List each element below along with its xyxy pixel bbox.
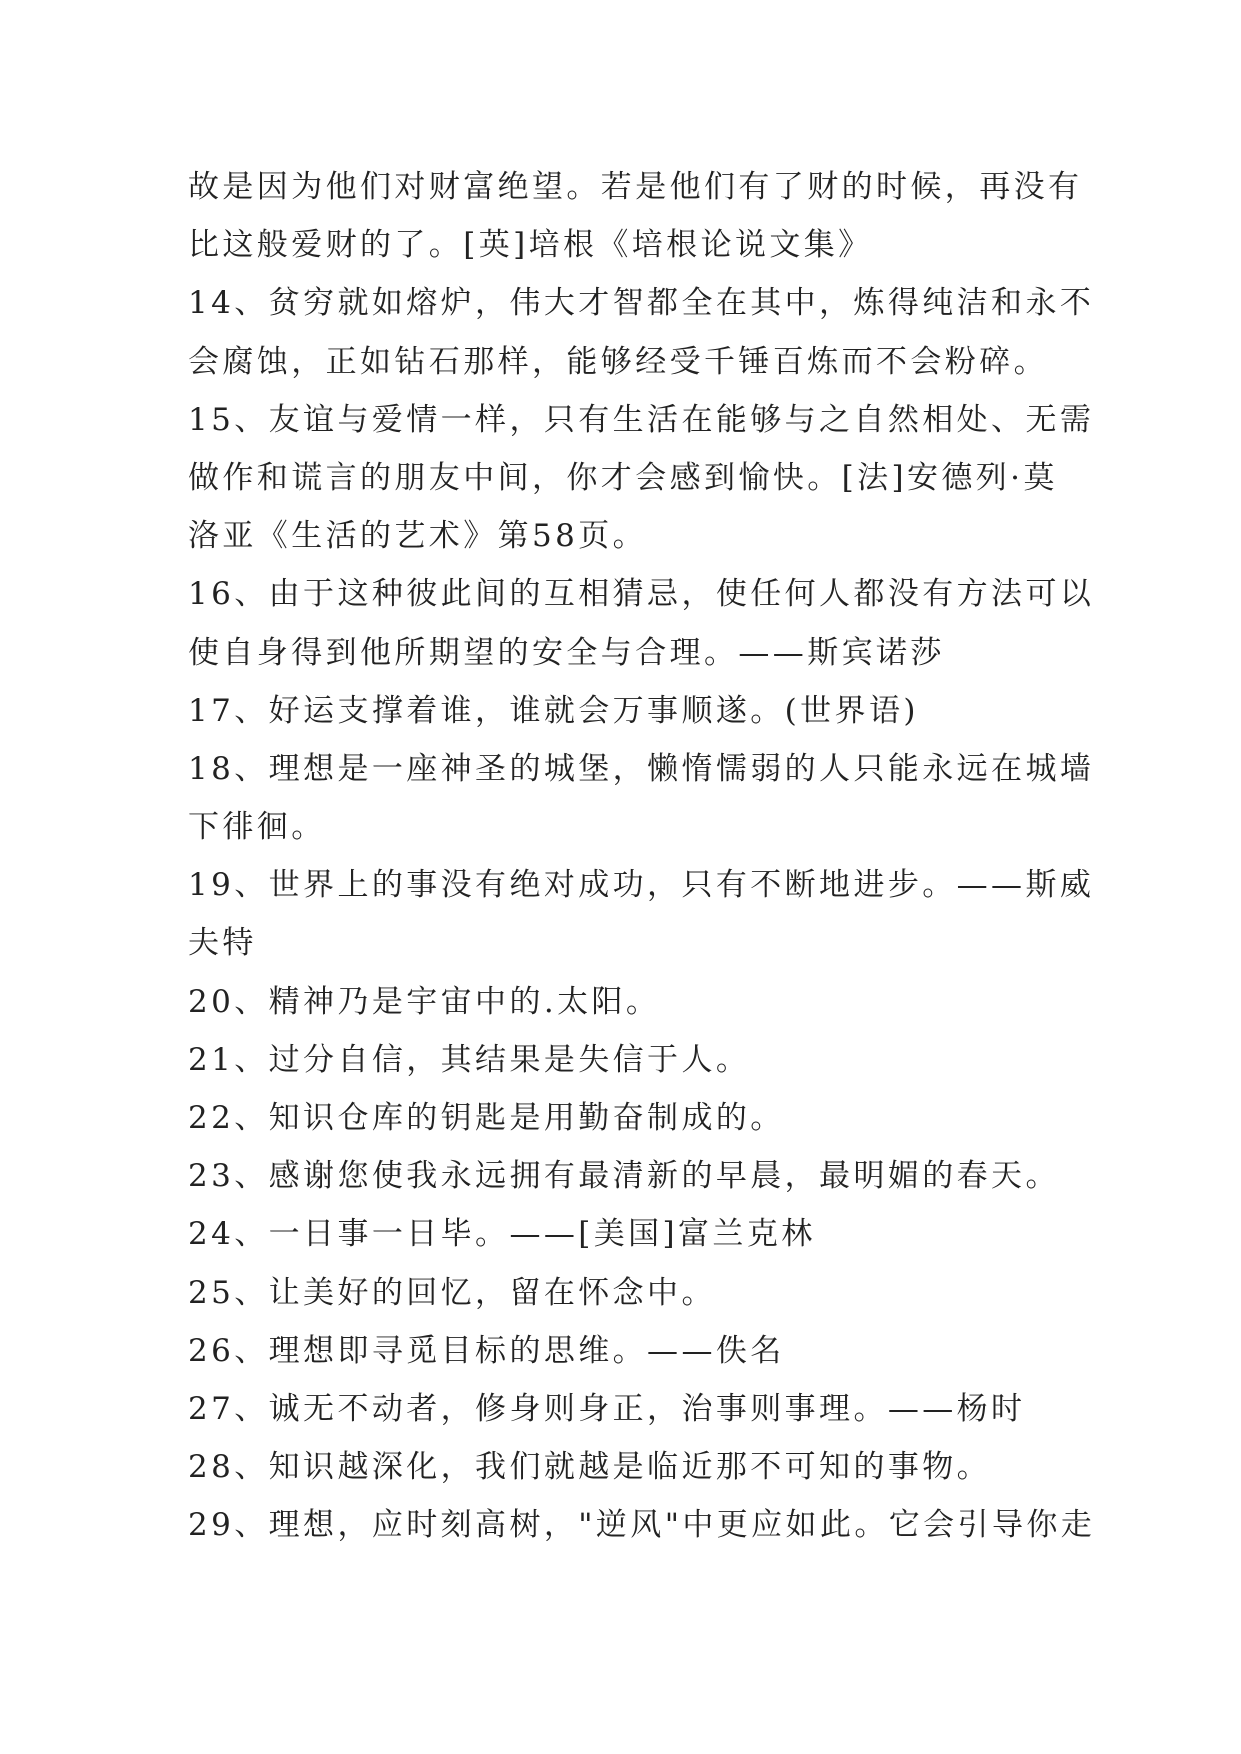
text-line: 23、感谢您使我永远拥有最清新的早晨，最明媚的春天。 (188, 1158, 1060, 1195)
text-line: 18、理想是一座神圣的城堡，懒惰懦弱的人只能永远在城墙 (188, 750, 1095, 787)
text-line: 做作和谎言的朋友中间，你才会感到愉快。[法]安德列·莫 (188, 459, 1058, 496)
text-line: 25、让美好的回忆，留在怀念中。 (188, 1274, 716, 1311)
text-line: 26、理想即寻觅目标的思维。——佚名 (188, 1332, 785, 1369)
text-line: 24、一日事一日毕。——[美国]富兰克林 (188, 1216, 816, 1253)
text-line: 29、理想，应时刻高树，"逆风"中更应如此。它会引导你走 (188, 1507, 1096, 1544)
text-line: 19、世界上的事没有绝对成功，只有不断地进步。——斯威 (188, 867, 1095, 904)
text-line: 14、贫穷就如熔炉，伟大才智都全在其中，炼得纯洁和永不 (188, 285, 1095, 322)
text-line: 故是因为他们对财富绝望。若是他们有了财的时候，再没有 (188, 169, 1083, 205)
text-line: 17、好运支撑着谁，谁就会万事顺遂。(世界语) (188, 692, 919, 729)
document-body (188, 158, 1096, 1555)
text-line: 下徘徊。 (188, 809, 326, 846)
text-line: 使自身得到他所期望的安全与合理。——斯宾诺莎 (188, 634, 945, 671)
text-line: 15、友谊与爱情一样，只有生活在能够与之自然相处、无需 (188, 401, 1095, 438)
text-line: 会腐蚀，正如钻石那样，能够经受千锤百炼而不会粉碎。 (188, 343, 1048, 380)
text-line: 夫特 (188, 925, 257, 962)
text-line: 27、诚无不动者，修身则身正，治事则事理。——杨时 (188, 1390, 1026, 1427)
text-line: 洛亚《生活的艺术》第58页。 (188, 518, 648, 555)
text-line: 28、知识越深化，我们就越是临近那不可知的事物。 (188, 1449, 992, 1486)
text-line: 20、精神乃是宇宙中的.太阳。 (188, 983, 661, 1020)
text-line: 比这般爱财的了。[英]培根《培根论说文集》 (188, 227, 873, 264)
text-line: 22、知识仓库的钥匙是用勤奋制成的。 (188, 1100, 785, 1136)
text-line: 21、过分自信，其结果是失信于人。 (188, 1041, 751, 1078)
text-line: 16、由于这种彼此间的互相猜忌，使任何人都没有方法可以 (188, 576, 1095, 613)
